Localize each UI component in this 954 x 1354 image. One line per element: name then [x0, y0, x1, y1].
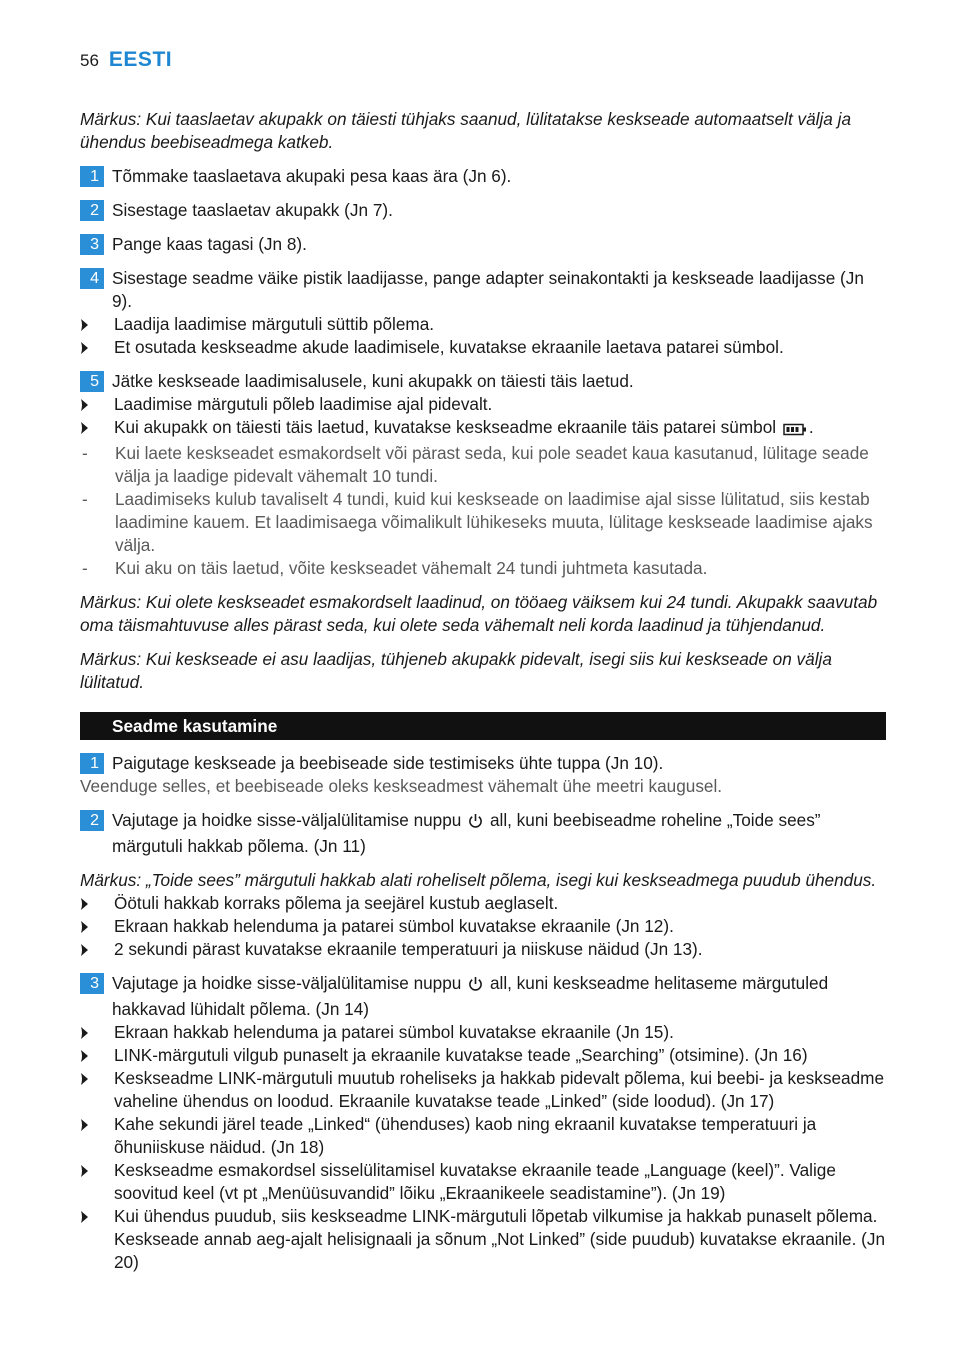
- list-item: [80, 892, 886, 915]
- step-5: [80, 370, 886, 393]
- step-text: Pange kaas tagasi (Jn 8).: [112, 234, 307, 254]
- page-content: [80, 108, 886, 1274]
- step-text: Paigutage keskseade ja beebiseade side testimiseks ühte tuppa (Jn 10).: [112, 753, 664, 773]
- bullet-text: Kahe sekundi järel teade „Linked“ (ühenduses) kaob ning ekraanil kuvatakse temperatuuri ja õhuniiskuse näidud. (Jn 18): [114, 1114, 817, 1157]
- list-item: [80, 416, 886, 442]
- list-item: [80, 1044, 886, 1067]
- bullet-arrow-icon: [80, 393, 114, 416]
- bullet-text: Keskseadme LINK-märgutuli muutub roheliseks ja hakkab pidevalt põlema, kui beebi- ja keskseadme vaheline ühendus on loodud. Ekraanile kuvatakse teade „Linked” (side loodud). (Jn 17): [114, 1068, 885, 1111]
- bullet-text-end: .: [808, 417, 814, 437]
- page-number: 56: [80, 51, 99, 70]
- step-number: 2: [80, 200, 104, 221]
- list-item: [80, 393, 886, 416]
- step-text: Vajutage ja hoidke sisse-väljalülitamise nuppu: [112, 973, 462, 993]
- bullet-text: Keskseadme esmakordsel sisselülitamisel kuvatakse ekraanile teade „Language (keel)”. Valige soovitud keel (vt pt „Menüüsuvandid” lõiku „Ekraanikeele seadistamine”). (Jn 19): [114, 1160, 836, 1203]
- use-step-2: [80, 809, 886, 858]
- bullet-text: Laadimise märgutuli põleb laadimise ajal pidevalt.: [114, 394, 493, 414]
- list-item: [80, 1067, 886, 1113]
- bullet-text: Kui akupakk on täiesti täis laetud, kuvatakse keskseadme ekraanile täis patarei sümbol: [114, 417, 777, 437]
- list-item: [80, 1159, 886, 1205]
- note-first-charge: Märkus: Kui olete keskseadet esmakordselt laadinud, on tööaeg väiksem kui 24 tundi. Akupakk saavutab oma täismahtuvuse alles pärast seda, kui olete seda vähemalt neli korda laadinud ja tühjendanud.: [80, 592, 878, 635]
- step-3: [80, 233, 886, 256]
- power-icon: [468, 975, 483, 998]
- bullet-text: LINK-märgutuli vilgub punaselt ja ekraanile kuvatakse teade „Searching” (otsimine). (Jn 16): [114, 1045, 808, 1065]
- section-title: Seadme kasutamine: [80, 712, 886, 740]
- list-item: [80, 1021, 886, 1044]
- bullet-text: 2 sekundi pärast kuvatakse ekraanile temperatuuri ja niiskuse näidud (Jn 13).: [114, 939, 703, 959]
- list-item: [80, 336, 886, 359]
- list-item: [80, 1205, 886, 1274]
- step-number: 3: [80, 234, 104, 255]
- list-item: [80, 915, 886, 938]
- bullet-arrow-icon: [80, 1205, 114, 1274]
- step-text: Vajutage ja hoidke sisse-väljalülitamise nuppu: [112, 810, 462, 830]
- step-text: Sisestage seadme väike pistik laadijasse, pange adapter seinakontakti ja keskseade laadijasse (Jn 9).: [112, 268, 864, 311]
- step-number: 2: [80, 810, 104, 831]
- bullet-arrow-icon: [80, 938, 114, 961]
- step-number: 3: [80, 973, 104, 994]
- list-item: - Laadimiseks kulub tavaliselt 4 tundi, kuid kui keskseade on laadimise ajal sisse lülitatud, siis kestab laadimine kauem. Et laadimisaega võimalikult lühikeseks muuta, lülitage keskseade laadimise ajaks välja.: [80, 488, 886, 557]
- step-number: 4: [80, 268, 104, 289]
- bullet-text: Kui ühendus puudub, siis keskseadme LINK-märgutuli lõpetab vilkumise ja hakkab punaselt põlema. Keskseade annab aeg-ajalt helisignaali ja sõnum „Not Linked” (side puudub) kuvatakse ekraanile. (Jn 20): [114, 1206, 886, 1272]
- note-power-led: Märkus: „Toide sees” märgutuli hakkab alati roheliselt põlema, isegi kui keskseadmega puudub ühendus.: [80, 870, 877, 890]
- step-4: [80, 267, 886, 313]
- bullet-arrow-icon: [80, 416, 114, 442]
- step-1: [80, 165, 886, 188]
- bullet-arrow-icon: [80, 1044, 114, 1067]
- list-item: [80, 938, 886, 961]
- bullet-text: Et osutada keskseadme akude laadimisele, kuvatakse ekraanile laetava patarei sümbol.: [114, 337, 784, 357]
- step-number: 5: [80, 371, 104, 392]
- step-text-end: all, kuni beebiseadme roheline „Toide sees” märgutuli hakkab põlema. (Jn 11): [112, 810, 821, 856]
- list-item: [80, 1113, 886, 1159]
- bullet-text: Ekraan hakkab helenduma ja patarei sümbol kuvatakse ekraanile (Jn 15).: [114, 1022, 674, 1042]
- note-discharge: Märkus: Kui keskseade ei asu laadijas, tühjeneb akupakk pidevalt, isegi siis kui keskseade on välja lülitatud.: [80, 649, 832, 692]
- use-step-3: [80, 972, 886, 1021]
- bullet-arrow-icon: [80, 892, 114, 915]
- full-battery-icon: [783, 419, 807, 442]
- power-icon: [468, 812, 483, 835]
- bullet-arrow-icon: [80, 1021, 114, 1044]
- dash-text: Laadimiseks kulub tavaliselt 4 tundi, kuid kui keskseade on laadimise ajal sisse lülitatud, siis kestab laadimine kauem. Et laadimisaega võimalikult lühikeseks muuta, lülitage keskseade laadimise ajaks välja.: [115, 489, 873, 555]
- bullet-arrow-icon: [80, 915, 114, 938]
- step-text: Sisestage taaslaetav akupakk (Jn 7).: [112, 200, 393, 220]
- bullet-text: Laadija laadimise märgutuli süttib põlema.: [114, 314, 435, 334]
- step-text: Tõmmake taaslaetava akupaki pesa kaas ära (Jn 6).: [112, 166, 512, 186]
- step-followup-text: Veenduge selles, et beebiseade oleks keskseadmest vähemalt ühe meetri kaugusel.: [80, 776, 723, 796]
- bullet-arrow-icon: [80, 1067, 114, 1113]
- step-2: [80, 199, 886, 222]
- list-item: - Kui aku on täis laetud, võite keskseadet vähemalt 24 tundi juhtmeta kasutada.: [80, 557, 886, 580]
- language-heading: EESTI: [108, 48, 173, 71]
- bullet-arrow-icon: [80, 336, 114, 359]
- note-battery-empty: Märkus: Kui taaslaetav akupakk on täiesti tühjaks saanud, lülitatakse keskseade automaatselt välja ja ühendus beebiseadmega katkeb.: [80, 109, 852, 152]
- list-item: - Kui laete keskseadet esmakordselt või pärast seda, kui pole seadet kaua kasutanud, lülitage seade välja ja laadige pidevalt vähemalt 10 tundi.: [80, 442, 886, 488]
- bullet-text: Öötuli hakkab korraks põlema ja seejärel kustub aeglaselt.: [114, 893, 559, 913]
- step-text: Jätke keskseade laadimisalusele, kuni akupakk on täiesti täis laetud.: [112, 371, 634, 391]
- bullet-arrow-icon: [80, 313, 114, 336]
- bullet-arrow-icon: [80, 1113, 114, 1159]
- dash-text: Kui aku on täis laetud, võite keskseadet vähemalt 24 tundi juhtmeta kasutada.: [115, 558, 708, 578]
- step-number: 1: [80, 753, 104, 774]
- dash-text: Kui laete keskseadet esmakordselt või pärast seda, kui pole seadet kaua kasutanud, lülitage seade välja ja laadige pidevalt vähemalt 10 tundi.: [115, 443, 869, 486]
- step-text-end: all, kuni keskseadme helitaseme märgutuled hakkavad lühidalt põlema. (Jn 14): [112, 973, 829, 1019]
- use-step-1: [80, 752, 886, 775]
- bullet-text: Ekraan hakkab helenduma ja patarei sümbol kuvatakse ekraanile (Jn 12).: [114, 916, 674, 936]
- list-item: [80, 313, 886, 336]
- bullet-arrow-icon: [80, 1159, 114, 1205]
- step-number: 1: [80, 166, 104, 187]
- page-header: [80, 48, 172, 74]
